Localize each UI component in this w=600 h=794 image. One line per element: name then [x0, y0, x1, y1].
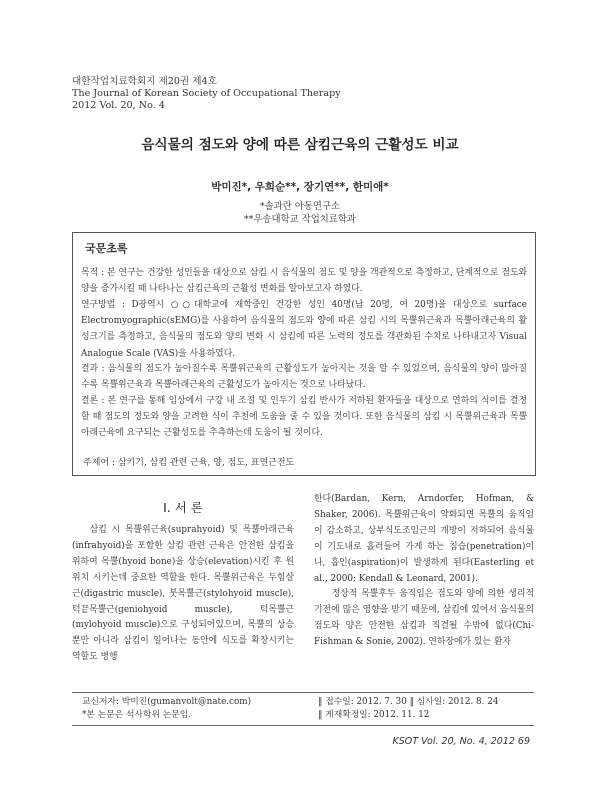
abstract-results: 결과 : 음식물의 점도가 높아질수록 목뿔위근육의 근활성도가 높아지는 것을 알 수 있었으며, 음식물의 양이 많아질수록 목뿔위근육과 목뿔아래근육의 근활성도가 높아지는 것으로 나타났다. — [81, 364, 527, 391]
journal-name-english: The Journal of Korean Society of Occupational Therapy — [72, 88, 341, 99]
received-dates: ‖ 접수일: 2012. 7. 30 ‖ 심사일: 2012. 8. 24 — [318, 697, 499, 707]
journal-name-korean: 대한작업치료학회지 제20권 제4호 — [72, 76, 217, 87]
page-number: KSOT Vol. 20, No. 4, 2012 69 — [392, 736, 530, 747]
corresponding-author: 교신저자: 박미진(gumanvolt@nate.com) — [82, 697, 252, 707]
right-column-text-1: 한다(Bardan, Kern, Arndorfer, Hofman, & Shaker, 2006). 목뿔위근육이 약화되면 목뿔의 움직임이 감소하고, 상부식도조임근의 개방이 저하되어 음식물이 기도내로 흘러들어 가게 하는 침습(penetration)이나, 흡인(aspiration)이 발생하게 된다(Easterling et al., 2000; Kendall & Leonard, 2001). — [314, 494, 534, 584]
abstract-box — [72, 232, 536, 476]
thesis-note: *본 논문은 석사학위 논문임. — [82, 710, 192, 720]
footnote-block — [72, 692, 534, 726]
abstract-purpose: 목적 : 본 연구는 건강한 성인들을 대상으로 삼킴 시 음식물의 점도 및 양을 객관적으로 측정하고, 단계적으로 점도와 양을 증가시킬 때 나타나는 삼킴근육의 근활성 변화를 알아보고자 하였다. — [81, 268, 527, 295]
journal-volume: 2012 Vol. 20, No. 4 — [72, 100, 165, 111]
abstract-methods: 연구방법 : D광역시 ○○대학교에 재학중인 건강한 성인 40명(남 20명, 여 20명)을 대상으로 surface Electromyographic(sEMG)를 사용하여 음식물의 점도와 양에 따른 삼킴 시의 목뿔위근육과 목뿔아래근육의 활성크기를 측정하고, 음식물의 점도와 양의 변화 시 삼킴에 따른 노력의 정도를 객관화된 수치로 나타내고자 Visual Analogue Scale (VAS)을 사용하였다. — [81, 300, 527, 359]
journal-header — [72, 76, 341, 112]
section-title: Ⅰ. 서 론 — [163, 500, 203, 515]
abstract-heading: 국문초록 — [85, 242, 128, 255]
abstract-conclusion: 결론 : 본 연구를 통해 임상에서 구강 내 조절 및 인두기 삼킴 반사가 저하된 환자들을 대상으로 연하의 식이를 결정할 때 점도의 정도와 양을 고려한 식이 추천에 도움을 줄 수 있을 것이다. 또한 음식물의 삼킴 시 목뿔위근육과 목뿔아래근육에 요구되는 근활성도를 추측하는데 도움이 될 것이다. — [81, 396, 527, 439]
left-column-text: 삼킴 시 목뿔위근육(suprahyoid) 및 목뿔아래근육(infrahyoid)을 포함한 삼킴 관련 근육은 안전한 삼킴을 위하여 목뿔(hyoid bone)을 상승(elevation)시킨 후 원위치 시키는데 중요한 역할을 한다. 목뿔위근육은 두힘살근(digastric muscle), 붓목뿔근(stylohyoid muscle), 턱끝목뿔근(geniohyoid muscle), 턱목뿔근(mylohyoid muscle)으로 구성되어있으며, 목뿔의 상승뿐만 아니라 삼킴이 일어나는 동안에 식도를 확장시키는 역할도 병행 — [72, 525, 294, 663]
affiliation-2: **우송대학교 작업치료학과 — [244, 214, 356, 225]
right-column-text-2: 정상적 목뿔후두 움직임은 점도와 양에 의한 생리적 기전에 많은 영향을 받기 때문에, 삼킴에 있어서 음식물의 점도와 양은 안전한 삼킴과 직결될 수밖에 없다(Chi-Fishman & Sonie, 2002). 연하장애가 있는 환자 — [314, 589, 534, 647]
accepted-date: ‖ 게재확정일: 2012. 11. 12 — [318, 710, 430, 720]
paper-title: 음식물의 점도와 양에 따른 삼킴근육의 근활성도 비교 — [141, 137, 459, 153]
affiliation-1: *솔과란 아동연구소 — [259, 201, 341, 212]
abstract-keywords: 주제어 : 삼키기, 삼킴 관련 근육, 양, 점도, 표면근전도 — [83, 458, 295, 468]
author-list: 박미진*, 우희순**, 장기연**, 한미애* — [211, 181, 389, 193]
